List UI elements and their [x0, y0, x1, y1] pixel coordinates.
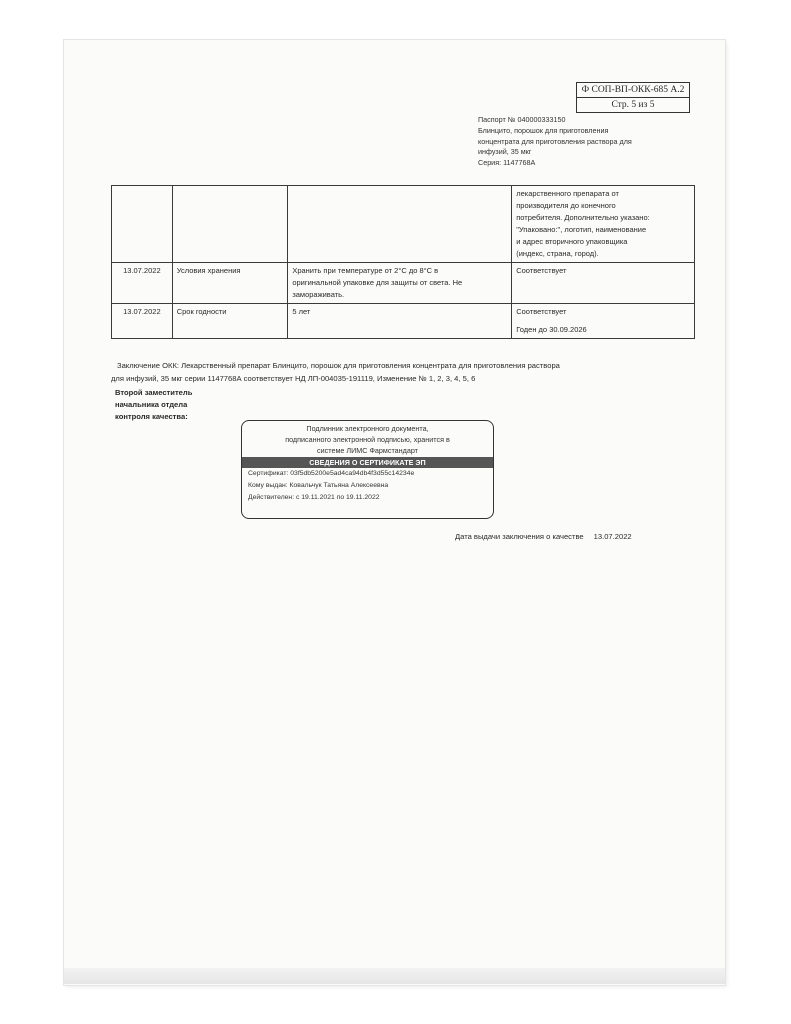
expiry-date: Годен до 30.09.2026: [516, 325, 587, 334]
page-number: Стр. 5 из 5: [577, 97, 689, 112]
table-cell-result: Соответствует: [512, 263, 695, 304]
signatory-line-2: начальника отдела: [115, 400, 188, 410]
table-row: [112, 263, 695, 304]
requirement-line: Хранить при температуре от 2°С до 8°С в: [292, 266, 439, 275]
requirement-line: оригинальной упаковке для защиты от света. Не: [292, 278, 463, 287]
table-cell-param: Условия хранения: [172, 263, 288, 304]
issue-date-value: 13.07.2022: [593, 532, 632, 541]
stamp-line-3: системе ЛИМС Фармстандарт: [317, 446, 418, 455]
product-line-1: Блинцито, порошок для приготовления: [478, 125, 609, 135]
series: Серия: 1147768А: [478, 158, 536, 168]
signatory-title: [115, 387, 192, 424]
stamp-header: [242, 423, 493, 456]
quality-table: [111, 185, 695, 339]
result-line: потребителя. Дополнительно указано:: [516, 213, 650, 222]
table-cell-requirement: [288, 263, 512, 304]
conclusion-line-2: для инфузий, 35 мкг серии 1147768А соответствует НД ЛП-004035-191119, Изменение № 1, 2, 3, 4, 5, 6: [111, 373, 476, 383]
table-cell-requirement: 5 лет: [288, 304, 512, 339]
table-cell-date: 13.07.2022: [112, 304, 173, 339]
certificate-number: Сертификат: 03f5db5200e5ad4ca94db4f3d55c14234e: [248, 470, 415, 477]
stamp-line-2: подписанного электронной подписью, хранится в: [285, 435, 450, 444]
passport-block: [478, 115, 632, 169]
conclusion: [111, 360, 611, 385]
table-cell-result: [512, 304, 695, 339]
result-line: и адрес вторичного упаковщика: [516, 237, 628, 246]
result-line: лекарственного препарата от: [516, 189, 619, 198]
table-row: [112, 304, 695, 339]
form-code-box: [576, 82, 690, 113]
page-edge: [64, 968, 725, 984]
table-cell-requirement: [288, 186, 512, 263]
product-line-2: концентрата для приготовления раствора для: [478, 136, 632, 146]
signatory-line-1: Второй заместитель: [115, 388, 193, 397]
table-cell-param: Срок годности: [172, 304, 288, 339]
conclusion-line-1: Заключение ОКК: Лекарственный препарат Блинцито, порошок для приготовления концентрата для приготовления раствора: [117, 361, 560, 370]
result-line: "Упаковано:", логотип, наименование: [516, 225, 647, 234]
form-code: Ф СОП-ВП-ОКК-685 А.2: [581, 85, 685, 95]
passport-number: Паспорт № 040000333150: [478, 115, 566, 124]
electronic-signature-stamp: [241, 420, 494, 519]
table-cell-date: [112, 186, 173, 263]
product-line-3: инфузий, 35 мкг: [478, 147, 532, 157]
table-cell-date: 13.07.2022: [112, 263, 173, 304]
result-line: (индекс, страна, город).: [516, 249, 599, 258]
certificate-band: СВЕДЕНИЯ О СЕРТИФИКАТЕ ЭП: [242, 457, 493, 468]
issue-date-line: [455, 532, 632, 541]
table-cell-result: [512, 186, 695, 263]
certificate-owner: Кому выдан: Ковальчук Татьяна Алексеевна: [248, 482, 389, 489]
certificate-validity: Действителен: с 19.11.2021 по 19.11.2022: [248, 494, 380, 501]
table-cell-param: [172, 186, 288, 263]
stamp-line-1: Подлинник электронного документа,: [306, 424, 429, 433]
table-row: [112, 186, 695, 263]
result-line: производителя до конечного: [516, 201, 616, 210]
issue-date-label: Дата выдачи заключения о качестве: [455, 532, 584, 541]
requirement-line: замораживать.: [292, 290, 345, 299]
result-value: Соответствует: [516, 307, 567, 316]
signatory-line-3: контроля качества:: [115, 412, 188, 422]
